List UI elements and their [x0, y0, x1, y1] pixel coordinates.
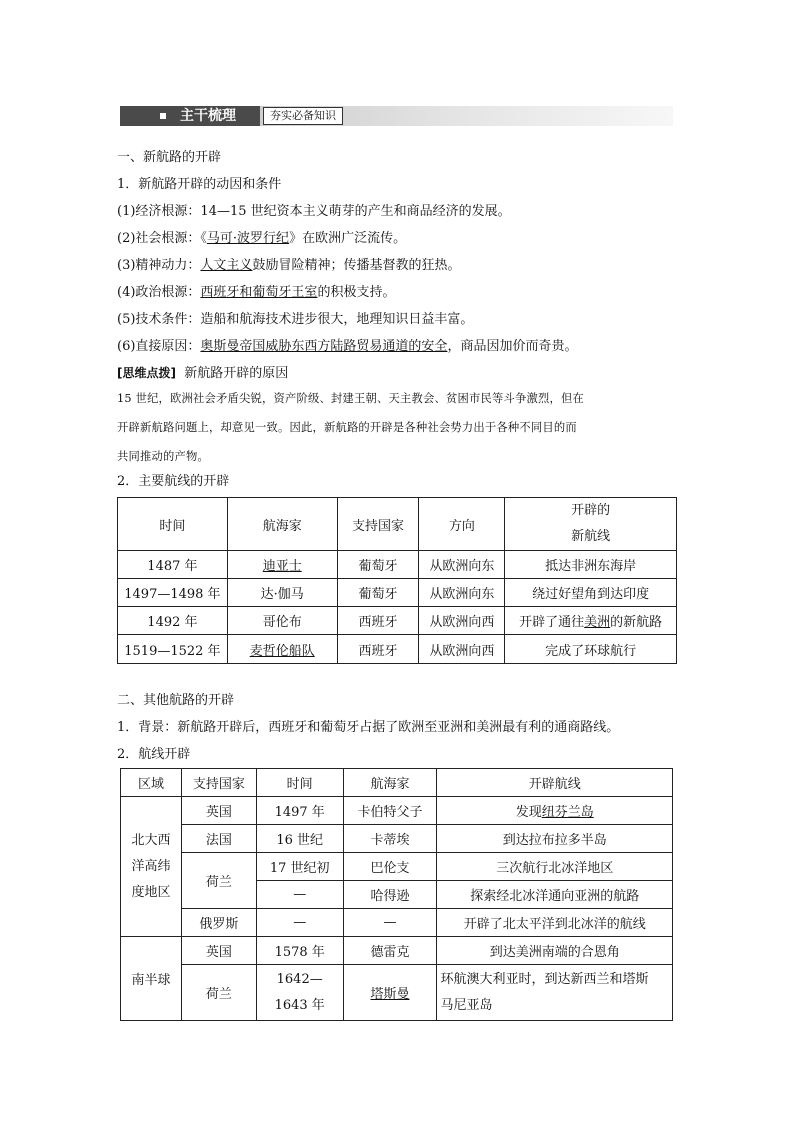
- table-header-row: [118, 498, 677, 551]
- table-row: 1492 年 哥伦布 西班牙 从欧洲向西 开辟了通往美洲的新航路: [118, 607, 677, 635]
- region-cell: 北大西 洋高纬 度地区: [121, 797, 182, 937]
- cause-item: (1)经济根源：14—15 世纪资本主义萌芽的产生和商品经济的发展。: [117, 204, 511, 219]
- section2-heading: 二、其他航路的开辟: [117, 693, 235, 708]
- think-label: [思维点拨]: [117, 366, 176, 380]
- table-row: — 哈得逊 探索经北冰洋通向亚洲的航路: [121, 881, 673, 909]
- think-paragraph: 15 世纪，欧洲社会矛盾尖锐，资产阶级、封建王朝、天主教会、贫困市民等斗争激烈，但在 开辟新航路问题上，却意见一致。因此，新航路的开辟是各种社会势力出于各种不同目的而 共同推动的产物。: [117, 392, 584, 463]
- banner-subtitle: 夯实必备知识: [263, 107, 343, 125]
- table-row: 1487 年 迪亚士 葡萄牙 从欧洲向东 抵达非洲东海岸: [118, 551, 677, 579]
- table-row: 北大西 洋高纬 度地区 英国 1497 年 卡伯特父子 发现纽芬兰岛: [121, 797, 673, 825]
- banner-title: 主干梳理: [180, 108, 236, 124]
- table-row: 1497—1498 年 达·伽马 葡萄牙 从欧洲向东 绕过好望角到达印度: [118, 579, 677, 607]
- square-bullet-icon: [160, 113, 166, 119]
- table-row: 荷兰 17 世纪初 巴伦支 三次航行北冰洋地区: [121, 853, 673, 881]
- table-row: 1519—1522 年 麦哲伦船队 西班牙 从欧洲向西 完成了环球航行: [118, 635, 677, 664]
- cause-item: (4)政治根源：西班牙和葡萄牙王室的积极支持。: [117, 285, 396, 300]
- header-direction: 方向: [419, 498, 505, 551]
- header-country: 支持国家: [337, 498, 419, 551]
- section1-heading: 一、新航路的开辟: [117, 150, 222, 165]
- table-row: 俄罗斯 — — 开辟了北太平洋到北冰洋的航线: [121, 909, 673, 937]
- main-routes-table: [117, 497, 677, 664]
- table-header-row: 区域 支持国家 时间 航海家 开辟航线: [121, 769, 673, 797]
- section1-sub2: 2．主要航线的开辟: [117, 474, 230, 489]
- other-routes-table: [120, 768, 673, 1021]
- table-row: 法国 16 世纪 卡蒂埃 到达拉布拉多半岛: [121, 825, 673, 853]
- header-route: 开辟的 新航线: [505, 498, 677, 551]
- section2-sub2: 2．航线开辟: [117, 747, 191, 762]
- think-heading: [思维点拨] 新航路开辟的原因: [117, 366, 289, 381]
- table-row: 荷兰 1642— 1643 年 塔斯曼 环航澳大利亚时，到达新西兰和塔斯 马尼亚岛: [121, 965, 673, 1021]
- cause-item: (3)精神动力：人文主义鼓励冒险精神；传播基督教的狂热。: [117, 258, 461, 273]
- region-cell: 南半球: [121, 937, 182, 1021]
- header-navigator: 航海家: [227, 498, 337, 551]
- section2-background: 1．背景：新航路开辟后，西班牙和葡萄牙占据了欧洲至亚洲和美洲最有利的通商路线。: [117, 720, 620, 735]
- section1-sub1: 1．新航路开辟的动因和条件: [117, 177, 282, 192]
- cause-item: (5)技术条件：造船和航海技术进步很大，地理知识日益丰富。: [117, 312, 474, 327]
- table-row: 南半球 英国 1578 年 德雷克 到达美洲南端的合恩角: [121, 937, 673, 965]
- section-banner: [120, 106, 673, 126]
- header-time: 时间: [118, 498, 228, 551]
- cause-item: (2)社会根源：《马可·波罗行纪》在欧洲广泛流传。: [117, 231, 407, 246]
- cause-item: (6)直接原因：奥斯曼帝国威胁东西方陆路贸易通道的安全，商品因加价而奇贵。: [117, 339, 578, 354]
